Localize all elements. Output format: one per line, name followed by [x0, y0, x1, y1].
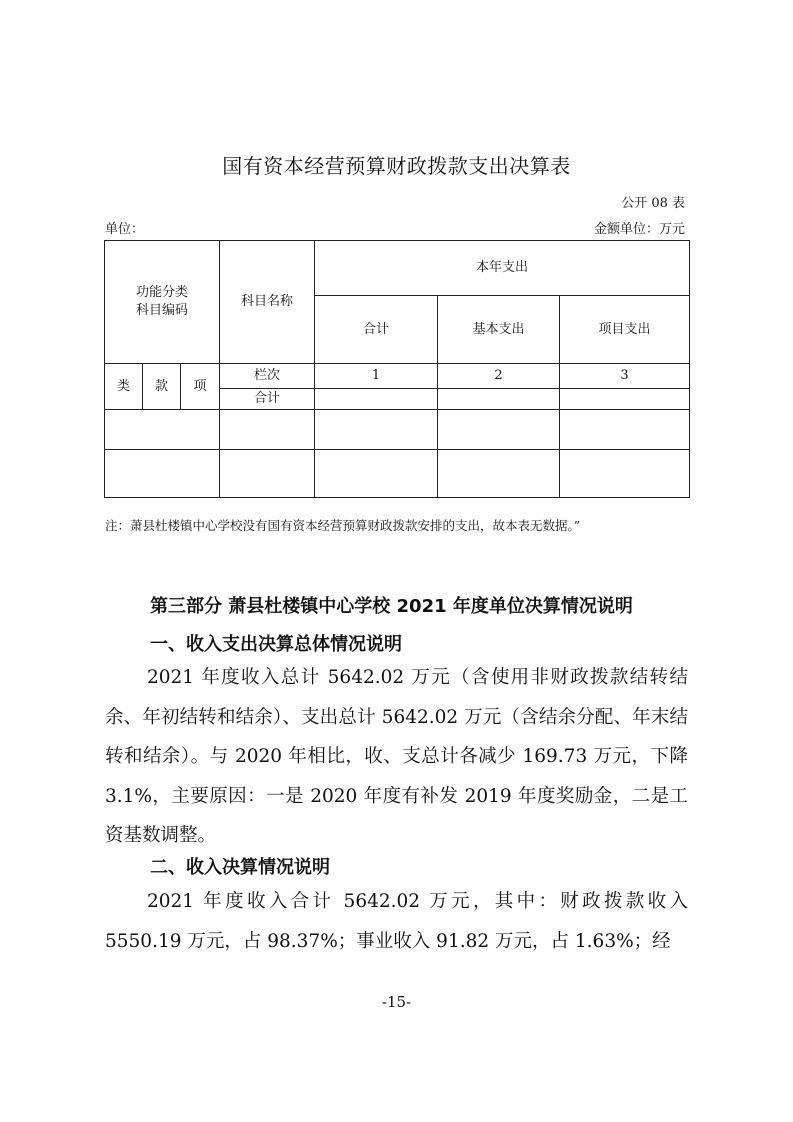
page-number: -15- — [381, 993, 412, 1011]
col1-cell: 1 — [315, 364, 438, 389]
lei-header: 类 — [105, 364, 143, 410]
current-year-header: 本年支出 — [315, 241, 690, 296]
section2-paragraph — [105, 882, 688, 961]
func-code-header — [105, 241, 220, 364]
row-total-label: 合计 — [220, 389, 315, 410]
empty-cell — [220, 410, 315, 450]
table-note: 注：萧县杜楼镇中心学校没有国有资本经营预算财政拨款安排的支出，故本表无数据。” — [105, 518, 581, 533]
func-code-line2: 科目编码 — [135, 303, 188, 318]
table-row — [105, 410, 690, 450]
form-number: 公开 08 表 — [621, 196, 685, 211]
empty-cell — [315, 410, 438, 450]
section2-heading: 二、收入决算情况说明 — [150, 857, 330, 878]
empty-cell — [105, 450, 220, 498]
empty-cell — [560, 410, 690, 450]
section1-text: 2021 年度收入总计 5642.02 万元（含使用非财政拨款结转结余、年初结转和结余）、支出总计 5642.02 万元（含结余分配、年末结转和结余）。与 2020 年相比，收、支总计各减少 169.73 万元，下降 3.1%，主要原因：一是 2020 年度有补发 2019 年度奖励金，二是工资基数调整。 — [105, 667, 688, 846]
table-row — [105, 450, 690, 498]
section2-text: 2021 年度收入合计 5642.02 万元，其中：财政拨款收入 5550.19 万元，占 98.37%；事业收入 91.82 万元，占 1.63%；经 — [105, 891, 688, 952]
section1-heading: 一、收入支出决算总体情况说明 — [150, 634, 402, 655]
money-unit-label: 金额单位：万元 — [593, 222, 685, 237]
empty-cell — [438, 450, 560, 498]
row-total-cell — [315, 389, 438, 410]
empty-cell — [220, 450, 315, 498]
basic-header: 基本支出 — [438, 296, 560, 364]
row-total-cell — [560, 389, 690, 410]
empty-cell — [315, 450, 438, 498]
section1-paragraph — [105, 658, 688, 856]
expenditure-table — [104, 240, 690, 498]
part3-heading: 第三部分 萧县杜楼镇中心学校 2021 年度单位决算情况说明 — [150, 596, 633, 617]
col3-cell: 3 — [560, 364, 690, 389]
table-title: 国有资本经营预算财政拨款支出决算表 — [222, 154, 571, 178]
row-total-cell — [438, 389, 560, 410]
func-code-line1: 功能分类 — [135, 285, 188, 300]
unit-label: 单位： — [105, 222, 145, 237]
lanci-cell: 栏次 — [220, 364, 315, 389]
col2-cell: 2 — [438, 364, 560, 389]
empty-cell — [105, 410, 220, 450]
total-header: 合计 — [315, 296, 438, 364]
kuan-header: 款 — [143, 364, 181, 410]
xiang-header: 项 — [181, 364, 220, 410]
empty-cell — [438, 410, 560, 450]
empty-cell — [560, 450, 690, 498]
project-header: 项目支出 — [560, 296, 690, 364]
subject-name-header: 科目名称 — [220, 241, 315, 364]
